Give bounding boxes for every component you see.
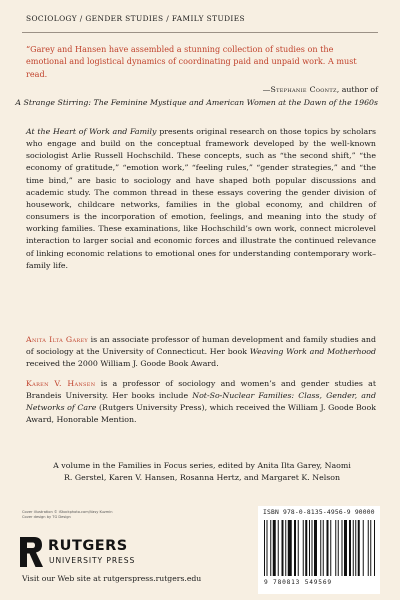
barcode-stripe: [270, 520, 271, 576]
price-code: 90000: [354, 509, 375, 516]
isbn-number: [263, 509, 375, 516]
barcode-stripe: [335, 520, 336, 576]
isbn-barcode: [258, 506, 380, 594]
attribution-suffix: , author of: [336, 85, 378, 94]
bio-name: Karen V. Hansen: [26, 379, 96, 388]
barcode-stripe: [327, 520, 329, 576]
isbn-text: ISBN 978-0-8135-4956-9: [263, 509, 351, 516]
publisher-press: UNIVERSITY PRESS: [49, 556, 136, 565]
attribution-book: A Strange Stirring: The Feminine Mystique and American Women at the Dawn of the 1960s: [15, 98, 378, 107]
barcode-stripe: [267, 520, 268, 576]
publisher-website: Visit our Web site at rutgerspress.rutgers.edu: [22, 574, 202, 583]
header-divider: [22, 32, 378, 33]
author-bio-garey: [26, 334, 376, 370]
description-paragraph: [26, 126, 376, 272]
barcode-stripe: [282, 520, 284, 576]
publisher-logo: [20, 536, 140, 570]
publisher-name: RUTGERS: [48, 538, 128, 554]
barcode-stripe: [358, 520, 360, 576]
bio-book: Weaving Work and Motherhood: [249, 347, 377, 357]
barcode-stripe: [305, 520, 307, 576]
barcode-stripe: [342, 520, 343, 576]
barcode-stripe: [294, 520, 296, 576]
barcode-stripe: [370, 520, 371, 576]
attribution-dash: —: [262, 85, 271, 94]
barcode-stripe: [363, 520, 364, 576]
barcode-stripe: [285, 520, 286, 576]
description-book-title: At the Heart of Work and Family: [26, 127, 157, 136]
barcode-stripe: [355, 520, 356, 576]
barcode-stripe: [353, 520, 354, 576]
barcode-stripe: [349, 520, 351, 576]
series-note: A volume in the Families in Focus series, edited by Anita Ilta Garey, Naomi R. Gerstel, Karen V. Hansen, Rosanna Hertz, and Margaret K. Nelson: [53, 461, 351, 483]
barcode-bars: [264, 520, 376, 576]
barcode-stripe: [323, 520, 324, 576]
bio-text: is an associate professor of human development and family studies and of sociology at the University of Connecticut. Her book: [26, 335, 376, 357]
illustration-credit: Cover illustration © iStockphoto.com/Vasy Kuzmin: [22, 510, 113, 514]
barcode-digits: 9 780813 549569: [264, 579, 332, 586]
barcode-stripe: [312, 520, 313, 576]
barcode-stripe: [278, 520, 279, 576]
bio-text: is a professor of sociology and women’s and gender studies at Brandeis University. Her books include: [26, 379, 377, 401]
barcode-stripe: [320, 520, 321, 576]
barcode-stripe: [309, 520, 310, 576]
bio-text-end: received the 2000 William J. Goode Book Award.: [26, 359, 219, 369]
author-bio-hansen: [26, 378, 376, 427]
description-text: presents original research on those topics by scholars who engage and build on the conceptual framework developed by the well-known sociologist Arlie Russell Hochschild. These concepts, such as “the second shift,” “the economy of gratitude,” “emotion work,” “feeling rules,” “gender strategies,” and “the time bind,” are basic to sociology and have shaped both popular discussions and academic study. The common thread in these essays covering the gender division of housework, childcare networks, families in the global economy, and children of consumers is the incorporation of emotion, feelings, and meaning into the study of working families. These examinations, like Hochschild’s own work, connect microlevel interaction to larger social and economic forces and illustrate the continued relevance of linking economic relations to emotional ones for understanding contemporary work–family life.: [26, 127, 376, 270]
barcode-stripe: [314, 520, 317, 576]
blurb-attribution: [263, 85, 378, 94]
barcode-stripe: [298, 520, 299, 576]
design-credit: Cover design by TG Design: [22, 515, 71, 519]
barcode-stripe: [288, 520, 292, 576]
barcode-stripe: [344, 520, 347, 576]
attribution-author: Stephanie Coontz: [270, 85, 337, 94]
bio-book: Not-So-Nuclear Families: Class, Gender, and Networks of Care: [26, 391, 376, 413]
barcode-stripe: [303, 520, 304, 576]
barcode-stripe: [368, 520, 369, 576]
bio-text-end: (Rutgers University Press), which received the William J. Goode Book Award, Honorable Mention.: [26, 403, 376, 425]
cover-credits: [22, 510, 113, 520]
category-line: SOCIOLOGY / GENDER STUDIES / FAMILY STUDIES: [26, 14, 245, 23]
rutgers-r-icon: [20, 537, 43, 567]
barcode-stripe: [273, 520, 276, 576]
barcode-stripe: [374, 520, 375, 576]
blurb-quote: “Garey and Hansen have assembled a stunning collection of studies on the emotional and logistical dynamics of coordinating paid and unpaid work. A must read.: [26, 44, 357, 79]
barcode-stripe: [330, 520, 331, 576]
barcode-stripe: [264, 520, 265, 576]
barcode-stripe: [338, 520, 339, 576]
bio-name: Anita Ilta Garey: [26, 335, 88, 344]
